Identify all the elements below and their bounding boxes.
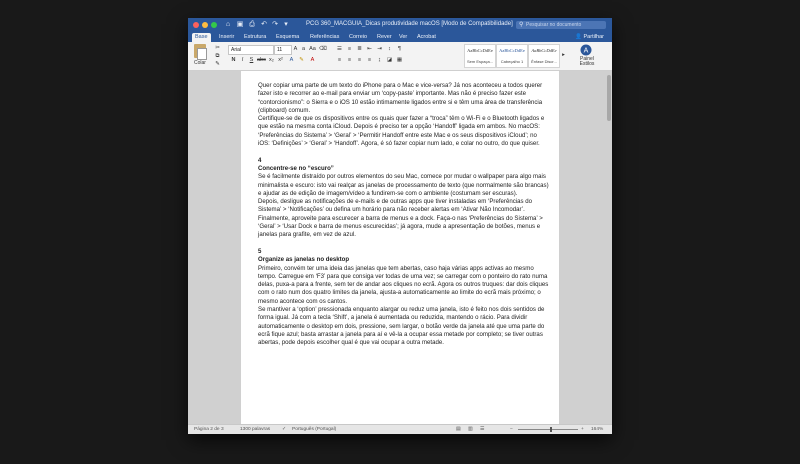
align-left-icon[interactable]: ≡ — [337, 57, 342, 63]
align-right-icon[interactable]: ≡ — [357, 57, 362, 63]
paragraph: Certifique-se de que os dispositivos entre os quais quer fazer a “troca” têm o Wi-Fi e o Bluetooth ligados e que estão na mesma conta iCloud. Depois é preciso ter a opção ‘Handoff’ ligada em ambos. No macOS: ‘Preferências do Sistema’ > ‘Geral’ > ‘Permitir Handoff entre este Mac e os seus dispositivos iCloud’; no iOS: ‘Definições’ > ‘Geral’ > ‘Handoff’. Agora, é só fazer copiar num lado, e colar no outro, do que quiser. — [258, 115, 545, 148]
search-box[interactable] — [516, 21, 606, 29]
highlight-icon[interactable]: ✎ — [299, 57, 304, 63]
strikethrough-icon[interactable]: abc — [257, 57, 266, 63]
line-spacing-icon[interactable]: ↨ — [378, 57, 381, 63]
clear-formatting-icon[interactable]: ⌫ — [319, 46, 327, 52]
style-no-spacing[interactable] — [464, 44, 496, 68]
increase-indent-icon[interactable]: ⇥ — [377, 46, 382, 52]
font-size-select[interactable] — [274, 45, 292, 55]
language-indicator[interactable]: Português (Portugal) — [292, 427, 337, 432]
cut-icon[interactable]: ✂ — [215, 45, 220, 51]
search-input[interactable] — [526, 21, 604, 29]
font-name-select[interactable] — [228, 45, 274, 55]
zoom-level[interactable]: 164% — [591, 427, 604, 432]
superscript-icon[interactable]: x² — [278, 57, 283, 63]
maximize-window-button[interactable] — [211, 22, 217, 28]
bold-icon[interactable]: N — [231, 57, 236, 63]
show-formatting-icon[interactable]: ¶ — [398, 46, 401, 52]
share-label: Partilhar — [583, 34, 604, 40]
tab-rever[interactable]: Rever — [377, 34, 392, 40]
numbering-icon[interactable]: ≡ — [347, 46, 352, 52]
borders-icon[interactable]: ▦ — [396, 57, 403, 63]
web-layout-icon[interactable]: ▥ — [468, 427, 473, 432]
styles-pane-label[interactable]: Painel Estilos — [579, 56, 595, 67]
multilevel-list-icon[interactable]: ≣ — [357, 46, 362, 52]
ribbon — [188, 42, 612, 71]
proofing-icon[interactable]: ✓ — [282, 427, 287, 432]
font-size-value: 11 — [277, 47, 283, 53]
zoom-slider[interactable] — [518, 429, 578, 430]
tab-base[interactable]: Base — [192, 33, 211, 42]
word-count[interactable]: 1300 palavras — [240, 427, 271, 432]
minimize-window-button[interactable] — [202, 22, 208, 28]
justify-icon[interactable]: ≡ — [367, 57, 372, 63]
tab-correio[interactable]: Correio — [349, 34, 368, 40]
svg-text:A: A — [583, 47, 589, 55]
word-window — [188, 18, 612, 434]
section-heading: Concentre-se no “escuro” — [258, 164, 334, 172]
copy-icon[interactable]: ⧉ — [215, 53, 220, 59]
format-painter-icon[interactable]: ✎ — [215, 61, 220, 67]
print-layout-icon[interactable]: ▤ — [456, 427, 461, 432]
style-heading-1[interactable] — [496, 44, 528, 68]
status-bar — [188, 424, 612, 434]
paste-label: Colar — [194, 60, 206, 66]
section-heading: Organize as janelas no desktop — [258, 256, 350, 264]
section-number: 4 — [258, 156, 262, 164]
grow-font-icon[interactable]: A — [293, 46, 298, 52]
vertical-scrollbar[interactable] — [607, 75, 611, 121]
print-icon[interactable]: ⎙ — [249, 21, 255, 28]
close-window-button[interactable] — [193, 22, 199, 28]
paragraph: Se é facilmente distraído por outros elementos do seu Mac, comece por mudar o wallpaper para algo mais minimalista e escuro: isto vai realçar as janelas de processamento de texto (que normalmente são brancas) e ajudar as de edição de imagem/vídeo a fundirem-se com o ambiente (costumam ser escuras). — [258, 173, 549, 197]
document-page[interactable] — [241, 71, 559, 424]
tab-esquema[interactable]: Esquema — [276, 34, 300, 40]
align-center-icon[interactable]: ≡ — [347, 57, 352, 63]
shrink-font-icon[interactable]: a — [301, 46, 306, 52]
section-number: 5 — [258, 247, 262, 255]
page-count[interactable]: Página 2 de 3 — [194, 427, 224, 432]
styles-gallery-chevron-icon[interactable]: ▸ — [562, 52, 565, 58]
zoom-out-icon[interactable]: − — [510, 427, 513, 432]
paragraph: Depois, desligue as notificações de e-mails e de outras apps que tiver instaladas em ‘Preferências do Sistema’ > ‘Notificações’ ou defina um horário para não receber alertas em ‘Ativar Não Incomodar’. Finalmente, aproveite para escurecer a barra de menus e a dock. Faça-o nas ‘Preferências do Sistema’ > ‘Geral’ > ‘Usar Dock e barra de menus escurecidas’; já agora, mude a apresentação de botões, menus e janelas para grafite, em vez de azul. — [258, 198, 543, 239]
paragraph: Se mantiver a ‘option’ pressionada enquanto alargar ou reduz uma janela, isto é feito nos dois sentidos de forma igual. Já com a tecla ‘Shift’, a janela é aumentada ou reduzida, mantendo o rácio. Para dividir automaticamente o desktop em dois, pressione, sem largar, o botão verde da janela até que uma parte do ecrã fique azul; basta arrastar a janela para aí e vê-la a ocupar essa metade por completo; se tiver outras abertas, pode depois escolher qual é que vai ocupar a outra metade. — [258, 306, 545, 347]
style-label: Ênfase Discr... — [531, 59, 557, 64]
style-label: Sem Espaça... — [466, 59, 493, 64]
document-body[interactable] — [258, 82, 550, 348]
tab-inserir[interactable]: Inserir — [219, 34, 235, 40]
search-icon: ⚲ — [519, 22, 524, 28]
change-case-icon[interactable]: Aa — [309, 46, 316, 52]
share-icon: 👤 — [575, 34, 584, 40]
customize-toolbar-icon[interactable]: ▾ — [284, 21, 288, 28]
styles-pane-icon[interactable] — [580, 44, 592, 56]
outline-view-icon[interactable]: ☰ — [480, 427, 485, 432]
ribbon-tabs — [188, 32, 612, 42]
undo-icon[interactable]: ↶ — [261, 21, 267, 28]
shading-icon[interactable]: ◪ — [386, 57, 393, 63]
paragraph: Quer copiar uma parte de um texto do iPhone para o Mac e vice-versa? Já nos aconteceu a todos querer fazer isto e recorrer ao e-mail para enviar um ‘copy-paste’ importante. Mas não é preciso fazer este “contorcionismo”: o Sierra e o iOS 10 estão intimamente ligados entre si e têm uma área de transferência (clipboard) comum. — [258, 82, 543, 114]
style-sample: AaBbCcDdEe — [499, 48, 525, 53]
tab-acrobat[interactable]: Acrobat — [417, 34, 436, 40]
style-label: Cabeçalho 1 — [500, 59, 524, 64]
blank-line — [258, 240, 550, 248]
italic-icon[interactable]: I — [241, 57, 244, 63]
subscript-icon[interactable]: x₂ — [269, 57, 274, 63]
tab-referencias[interactable]: Referências — [310, 34, 340, 40]
tab-estrutura[interactable]: Estrutura — [244, 34, 267, 40]
tab-ver[interactable]: Ver — [399, 34, 408, 40]
home-icon[interactable]: ⌂ — [225, 21, 231, 28]
decrease-indent-icon[interactable]: ⇤ — [367, 46, 372, 52]
document-workspace — [188, 71, 612, 424]
font-name-value: Arial — [231, 47, 242, 53]
sort-icon[interactable]: ↕ — [388, 46, 391, 52]
blank-line — [258, 148, 550, 156]
zoom-slider-thumb[interactable] — [550, 427, 552, 432]
save-icon[interactable]: ▣ — [236, 21, 244, 28]
paragraph: Primeiro, convém ter uma ideia das janelas que tem abertas, caso haja várias apps activas ao mesmo tempo. Carregue em ‘F3’ para que consiga ver todas de uma vez; se carregar com o ponteiro do rato numa delas, puxa-a para a frente, sem ter de andar aos cliques no ecrã. Agora os outros truques: dar dois cliques com o rato num dos quatro limites da janela, ajusta-a automaticamente ao limite do ecrã mais próximo; o mesmo acontece com os cantos. — [258, 264, 549, 305]
paste-icon[interactable] — [194, 44, 206, 58]
redo-icon[interactable]: ↷ — [272, 21, 278, 28]
bullets-icon[interactable]: ☰ — [337, 46, 342, 52]
zoom-in-icon[interactable]: + — [581, 427, 584, 432]
title-bar — [188, 18, 612, 32]
style-subtle-emphasis[interactable] — [528, 44, 560, 68]
document-title: PCG 360_MACGUIA_Dicas produtividade macOS [Modo de Compatibilidade] — [306, 21, 513, 27]
style-sample: AaBbCcDdEe — [467, 48, 493, 53]
font-color-icon[interactable]: A — [310, 57, 315, 63]
underline-icon[interactable]: S — [249, 57, 254, 63]
style-sample: AaBbCcDdEe — [531, 48, 557, 53]
share-button[interactable] — [575, 33, 604, 42]
text-effects-icon[interactable]: A — [289, 57, 294, 63]
